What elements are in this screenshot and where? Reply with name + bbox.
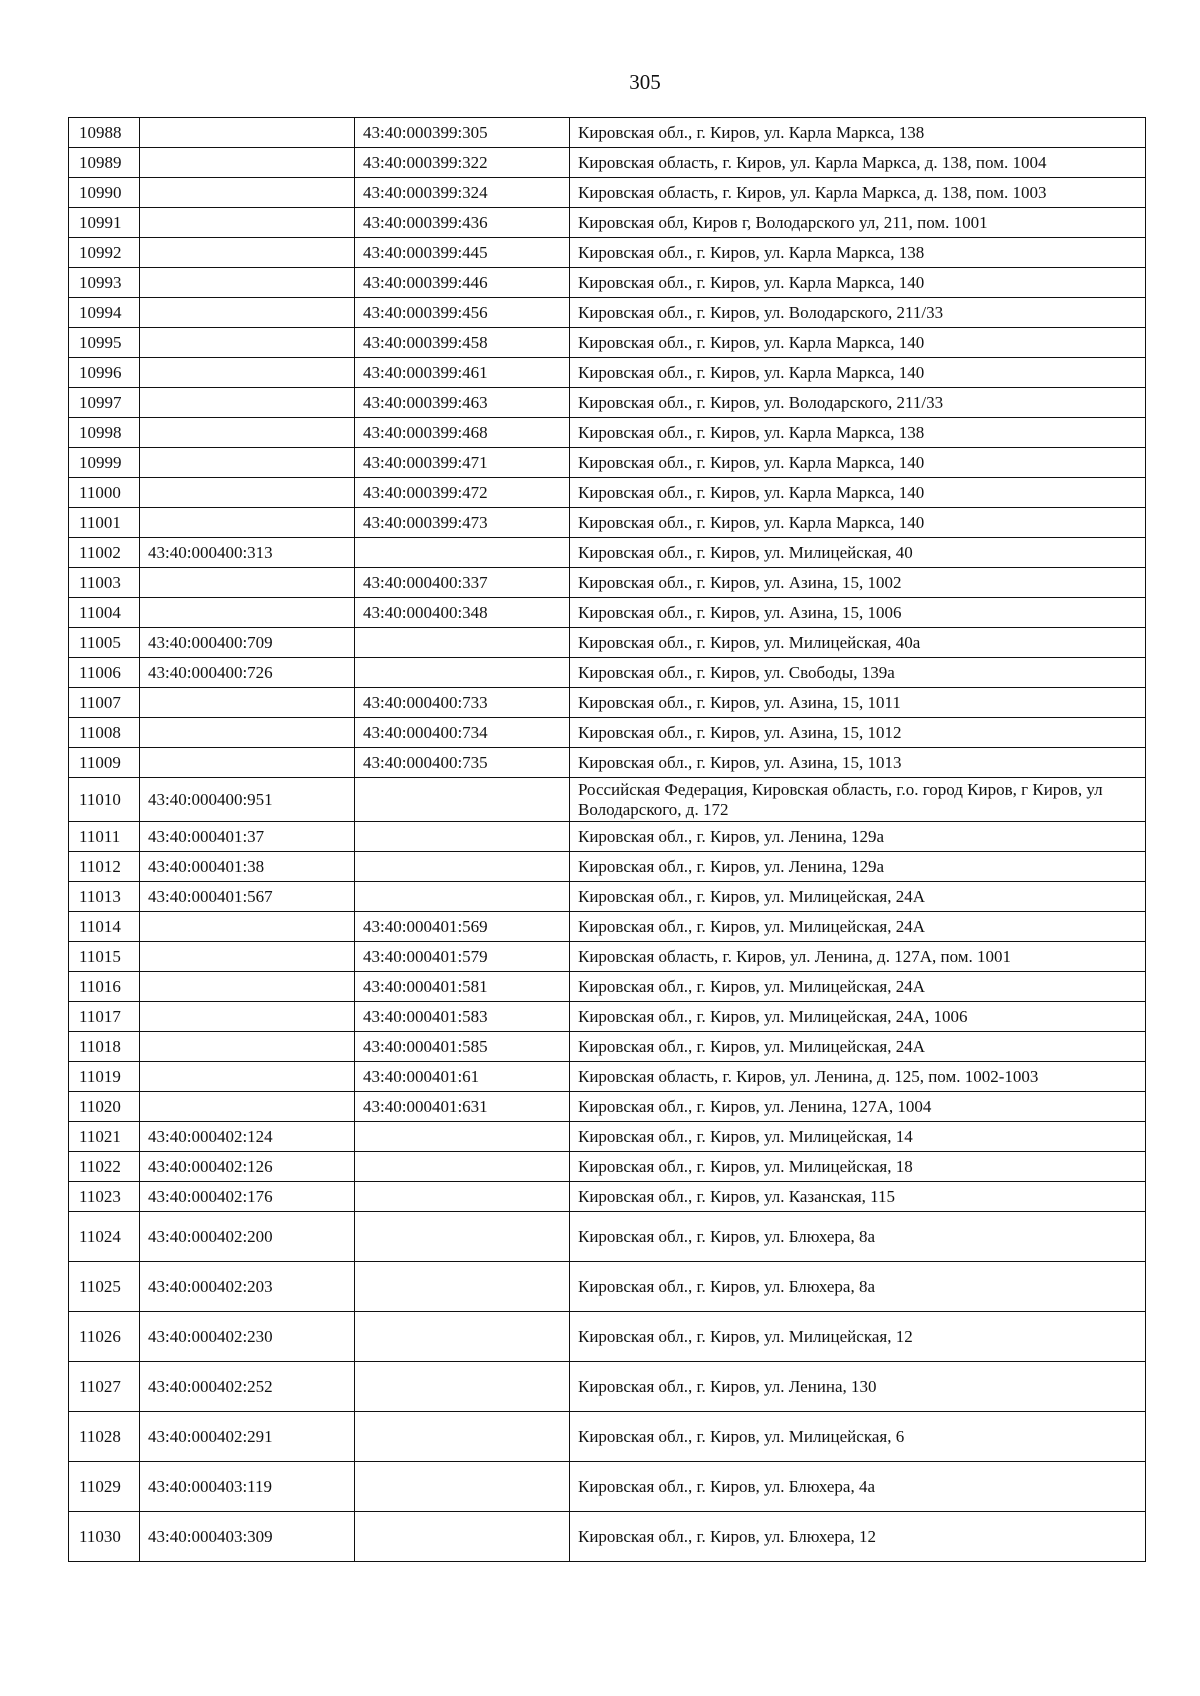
cadastral-number-cell bbox=[140, 358, 355, 388]
cadastral-number-cell bbox=[355, 1462, 570, 1512]
row-number-cell: 11014 bbox=[69, 912, 140, 942]
cadastral-number-cell: 43:40:000399:471 bbox=[355, 448, 570, 478]
row-number-cell: 10994 bbox=[69, 298, 140, 328]
cadastral-number-cell: 43:40:000401:37 bbox=[140, 822, 355, 852]
cadastral-number-cell: 43:40:000400:734 bbox=[355, 718, 570, 748]
table-row bbox=[69, 538, 1146, 568]
table-row bbox=[69, 972, 1146, 1002]
cadastral-number-cell: 43:40:000401:38 bbox=[140, 852, 355, 882]
cadastral-number-cell bbox=[355, 1312, 570, 1362]
row-number-cell: 11016 bbox=[69, 972, 140, 1002]
cadastral-number-cell: 43:40:000401:585 bbox=[355, 1032, 570, 1062]
cadastral-number-cell: 43:40:000399:324 bbox=[355, 178, 570, 208]
cadastral-number-cell: 43:40:000399:473 bbox=[355, 508, 570, 538]
cadastral-number-cell: 43:40:000400:313 bbox=[140, 538, 355, 568]
cadastral-number-cell: 43:40:000399:472 bbox=[355, 478, 570, 508]
address-cell: Кировская обл., г. Киров, ул. Азина, 15, 1013 bbox=[570, 748, 1146, 778]
cadastral-number-cell bbox=[140, 912, 355, 942]
cadastral-number-cell bbox=[355, 1412, 570, 1462]
address-cell: Кировская обл., г. Киров, ул. Карла Маркса, 140 bbox=[570, 358, 1146, 388]
row-number-cell: 11026 bbox=[69, 1312, 140, 1362]
cadastral-number-cell: 43:40:000399:436 bbox=[355, 208, 570, 238]
cadastral-number-cell: 43:40:000399:445 bbox=[355, 238, 570, 268]
row-number-cell: 10989 bbox=[69, 148, 140, 178]
cadastral-number-cell bbox=[355, 822, 570, 852]
address-cell: Кировская обл., г. Киров, ул. Милицейская, 24А bbox=[570, 1032, 1146, 1062]
address-cell: Кировская обл., г. Киров, ул. Карла Маркса, 140 bbox=[570, 448, 1146, 478]
cadastral-number-cell: 43:40:000402:230 bbox=[140, 1312, 355, 1362]
cadastral-number-cell: 43:40:000402:291 bbox=[140, 1412, 355, 1462]
cadastral-number-cell: 43:40:000399:461 bbox=[355, 358, 570, 388]
row-number-cell: 11023 bbox=[69, 1182, 140, 1212]
cadastral-number-cell bbox=[355, 1262, 570, 1312]
row-number-cell: 11004 bbox=[69, 598, 140, 628]
table-row bbox=[69, 1152, 1146, 1182]
address-cell: Кировская обл., г. Киров, ул. Милицейская, 24А bbox=[570, 972, 1146, 1002]
cadastral-number-cell bbox=[140, 748, 355, 778]
cadastral-number-cell bbox=[140, 238, 355, 268]
cadastral-number-cell bbox=[355, 1212, 570, 1262]
cadastral-number-cell bbox=[140, 1092, 355, 1122]
address-cell: Кировская обл., г. Киров, ул. Милицейская, 12 bbox=[570, 1312, 1146, 1362]
row-number-cell: 11018 bbox=[69, 1032, 140, 1062]
table-row bbox=[69, 822, 1146, 852]
cadastral-number-cell: 43:40:000401:631 bbox=[355, 1092, 570, 1122]
cadastral-number-cell bbox=[140, 268, 355, 298]
row-number-cell: 11008 bbox=[69, 718, 140, 748]
row-number-cell: 11012 bbox=[69, 852, 140, 882]
row-number-cell: 10992 bbox=[69, 238, 140, 268]
table-row bbox=[69, 1312, 1146, 1362]
row-number-cell: 11001 bbox=[69, 508, 140, 538]
row-number-cell: 10990 bbox=[69, 178, 140, 208]
table-row bbox=[69, 178, 1146, 208]
table-row bbox=[69, 1412, 1146, 1462]
table-body bbox=[69, 118, 1146, 1562]
table-row bbox=[69, 418, 1146, 448]
address-cell: Кировская обл., г. Киров, ул. Карла Маркса, 140 bbox=[570, 268, 1146, 298]
table-row bbox=[69, 358, 1146, 388]
cadastral-number-cell: 43:40:000402:176 bbox=[140, 1182, 355, 1212]
row-number-cell: 10998 bbox=[69, 418, 140, 448]
cadastral-number-cell: 43:40:000401:567 bbox=[140, 882, 355, 912]
address-cell: Кировская обл., г. Киров, ул. Милицейская, 24А bbox=[570, 882, 1146, 912]
table-row bbox=[69, 628, 1146, 658]
cadastral-number-cell: 43:40:000400:337 bbox=[355, 568, 570, 598]
table-row bbox=[69, 568, 1146, 598]
table-row bbox=[69, 748, 1146, 778]
row-number-cell: 11007 bbox=[69, 688, 140, 718]
cadastral-number-cell bbox=[355, 882, 570, 912]
row-number-cell: 11011 bbox=[69, 822, 140, 852]
table-row bbox=[69, 1092, 1146, 1122]
address-cell: Кировская обл., г. Киров, ул. Милицейская, 18 bbox=[570, 1152, 1146, 1182]
cadastral-number-cell bbox=[355, 658, 570, 688]
table-row bbox=[69, 1362, 1146, 1412]
cadastral-number-cell: 43:40:000400:348 bbox=[355, 598, 570, 628]
address-cell: Кировская обл., г. Киров, ул. Ленина, 129а bbox=[570, 852, 1146, 882]
row-number-cell: 11003 bbox=[69, 568, 140, 598]
cadastral-number-cell: 43:40:000401:583 bbox=[355, 1002, 570, 1032]
address-cell: Кировская обл., г. Киров, ул. Азина, 15, 1002 bbox=[570, 568, 1146, 598]
row-number-cell: 10996 bbox=[69, 358, 140, 388]
cadastral-number-cell bbox=[140, 688, 355, 718]
address-cell: Кировская обл, Киров г, Володарского ул, 211, пом. 1001 bbox=[570, 208, 1146, 238]
cadastral-number-cell bbox=[140, 508, 355, 538]
row-number-cell: 10997 bbox=[69, 388, 140, 418]
table-row bbox=[69, 942, 1146, 972]
address-cell: Кировская обл., г. Киров, ул. Азина, 15, 1012 bbox=[570, 718, 1146, 748]
row-number-cell: 11005 bbox=[69, 628, 140, 658]
table-row bbox=[69, 328, 1146, 358]
address-cell: Кировская обл., г. Киров, ул. Милицейская, 24А bbox=[570, 912, 1146, 942]
table-row bbox=[69, 148, 1146, 178]
row-number-cell: 10999 bbox=[69, 448, 140, 478]
row-number-cell: 11006 bbox=[69, 658, 140, 688]
cadastral-number-cell bbox=[140, 478, 355, 508]
cadastral-number-cell bbox=[140, 148, 355, 178]
cadastral-number-cell bbox=[355, 778, 570, 822]
address-cell: Кировская обл., г. Киров, ул. Карла Маркса, 140 bbox=[570, 478, 1146, 508]
table-row bbox=[69, 912, 1146, 942]
cadastral-number-cell bbox=[355, 1152, 570, 1182]
cadastral-number-cell bbox=[140, 388, 355, 418]
cadastral-number-cell bbox=[140, 1062, 355, 1092]
row-number-cell: 11009 bbox=[69, 748, 140, 778]
table-row bbox=[69, 1122, 1146, 1152]
cadastral-number-cell: 43:40:000399:456 bbox=[355, 298, 570, 328]
address-cell: Кировская обл., г. Киров, ул. Карла Маркса, 138 bbox=[570, 118, 1146, 148]
address-cell: Кировская обл., г. Киров, ул. Блюхера, 4а bbox=[570, 1462, 1146, 1512]
table-row bbox=[69, 1002, 1146, 1032]
address-cell: Кировская обл., г. Киров, ул. Блюхера, 8а bbox=[570, 1262, 1146, 1312]
table-row bbox=[69, 1512, 1146, 1562]
address-cell: Кировская обл., г. Киров, ул. Карла Маркса, 140 bbox=[570, 508, 1146, 538]
table-row bbox=[69, 208, 1146, 238]
address-cell: Кировская обл., г. Киров, ул. Карла Маркса, 138 bbox=[570, 418, 1146, 448]
cadastral-number-cell bbox=[140, 118, 355, 148]
address-cell: Кировская обл., г. Киров, ул. Ленина, 130 bbox=[570, 1362, 1146, 1412]
table-row bbox=[69, 778, 1146, 822]
cadastral-number-cell bbox=[355, 1362, 570, 1412]
cadastral-number-cell: 43:40:000400:735 bbox=[355, 748, 570, 778]
cadastral-number-cell bbox=[355, 538, 570, 568]
address-cell: Кировская область, г. Киров, ул. Ленина, д. 125, пом. 1002-1003 bbox=[570, 1062, 1146, 1092]
address-cell: Кировская обл., г. Киров, ул. Милицейская, 14 bbox=[570, 1122, 1146, 1152]
cadastral-number-cell bbox=[140, 568, 355, 598]
cadastral-number-cell: 43:40:000399:322 bbox=[355, 148, 570, 178]
cadastral-number-cell: 43:40:000401:581 bbox=[355, 972, 570, 1002]
cadastral-number-cell: 43:40:000402:124 bbox=[140, 1122, 355, 1152]
address-cell: Кировская обл., г. Киров, ул. Блюхера, 12 bbox=[570, 1512, 1146, 1562]
address-cell: Кировская обл., г. Киров, ул. Карла Маркса, 140 bbox=[570, 328, 1146, 358]
address-cell: Кировская обл., г. Киров, ул. Ленина, 127А, 1004 bbox=[570, 1092, 1146, 1122]
cadastral-number-cell: 43:40:000402:203 bbox=[140, 1262, 355, 1312]
row-number-cell: 11024 bbox=[69, 1212, 140, 1262]
cadastral-number-cell: 43:40:000400:733 bbox=[355, 688, 570, 718]
cadastral-number-cell bbox=[140, 718, 355, 748]
cadastral-number-cell bbox=[355, 1512, 570, 1562]
row-number-cell: 11029 bbox=[69, 1462, 140, 1512]
cadastral-number-cell: 43:40:000402:126 bbox=[140, 1152, 355, 1182]
address-cell: Кировская обл., г. Киров, ул. Казанская, 115 bbox=[570, 1182, 1146, 1212]
table-row bbox=[69, 852, 1146, 882]
cadastral-number-cell bbox=[355, 852, 570, 882]
cadastral-number-cell: 43:40:000401:569 bbox=[355, 912, 570, 942]
page-number: 305 bbox=[629, 70, 661, 94]
cadastral-number-cell: 43:40:000403:119 bbox=[140, 1462, 355, 1512]
address-cell: Кировская обл., г. Киров, ул. Володарского, 211/33 bbox=[570, 388, 1146, 418]
table-row bbox=[69, 1182, 1146, 1212]
address-cell: Кировская обл., г. Киров, ул. Милицейская, 40а bbox=[570, 628, 1146, 658]
cadastral-number-cell bbox=[140, 1002, 355, 1032]
address-cell: Кировская обл., г. Киров, ул. Ленина, 129а bbox=[570, 822, 1146, 852]
cadastral-number-cell: 43:40:000399:463 bbox=[355, 388, 570, 418]
cadastral-number-cell bbox=[140, 208, 355, 238]
cadastral-number-cell bbox=[140, 328, 355, 358]
address-cell: Кировская обл., г. Киров, ул. Володарского, 211/33 bbox=[570, 298, 1146, 328]
row-number-cell: 11021 bbox=[69, 1122, 140, 1152]
cadastral-number-cell: 43:40:000400:709 bbox=[140, 628, 355, 658]
address-cell: Кировская область, г. Киров, ул. Карла Маркса, д. 138, пом. 1004 bbox=[570, 148, 1146, 178]
row-number-cell: 11017 bbox=[69, 1002, 140, 1032]
row-number-cell: 11015 bbox=[69, 942, 140, 972]
row-number-cell: 11022 bbox=[69, 1152, 140, 1182]
cadastral-number-cell bbox=[140, 448, 355, 478]
table-row bbox=[69, 718, 1146, 748]
table-row bbox=[69, 388, 1146, 418]
cadastral-number-cell: 43:40:000403:309 bbox=[140, 1512, 355, 1562]
address-cell: Российская Федерация, Кировская область, г.о. город Киров, г Киров, ул Володарского, д. 172 bbox=[570, 778, 1146, 822]
table-row bbox=[69, 508, 1146, 538]
table-row bbox=[69, 268, 1146, 298]
table-row bbox=[69, 882, 1146, 912]
table-row bbox=[69, 478, 1146, 508]
address-cell: Кировская обл., г. Киров, ул. Азина, 15, 1011 bbox=[570, 688, 1146, 718]
table-row bbox=[69, 1462, 1146, 1512]
row-number-cell: 11000 bbox=[69, 478, 140, 508]
cadastral-number-cell: 43:40:000401:579 bbox=[355, 942, 570, 972]
cadastral-number-cell: 43:40:000400:951 bbox=[140, 778, 355, 822]
table-row bbox=[69, 1212, 1146, 1262]
row-number-cell: 11013 bbox=[69, 882, 140, 912]
property-table bbox=[68, 117, 1146, 1562]
address-cell: Кировская область, г. Киров, ул. Ленина, д. 127А, пом. 1001 bbox=[570, 942, 1146, 972]
table-row bbox=[69, 658, 1146, 688]
cadastral-number-cell: 43:40:000402:252 bbox=[140, 1362, 355, 1412]
cadastral-number-cell: 43:40:000399:468 bbox=[355, 418, 570, 448]
cadastral-number-cell bbox=[355, 1122, 570, 1152]
table-row bbox=[69, 298, 1146, 328]
row-number-cell: 11010 bbox=[69, 778, 140, 822]
cadastral-number-cell: 43:40:000399:305 bbox=[355, 118, 570, 148]
table-row bbox=[69, 1032, 1146, 1062]
cadastral-number-cell bbox=[140, 942, 355, 972]
cadastral-number-cell: 43:40:000401:61 bbox=[355, 1062, 570, 1092]
row-number-cell: 10988 bbox=[69, 118, 140, 148]
row-number-cell: 10993 bbox=[69, 268, 140, 298]
address-cell: Кировская обл., г. Киров, ул. Милицейская, 40 bbox=[570, 538, 1146, 568]
address-cell: Кировская обл., г. Киров, ул. Свободы, 139а bbox=[570, 658, 1146, 688]
address-cell: Кировская обл., г. Киров, ул. Блюхера, 8а bbox=[570, 1212, 1146, 1262]
table-row bbox=[69, 1062, 1146, 1092]
row-number-cell: 11025 bbox=[69, 1262, 140, 1312]
table-row bbox=[69, 238, 1146, 268]
table-row bbox=[69, 598, 1146, 628]
table-row bbox=[69, 688, 1146, 718]
cadastral-number-cell: 43:40:000400:726 bbox=[140, 658, 355, 688]
table-row bbox=[69, 118, 1146, 148]
address-cell: Кировская обл., г. Киров, ул. Милицейская, 24А, 1006 bbox=[570, 1002, 1146, 1032]
cadastral-number-cell bbox=[140, 418, 355, 448]
cadastral-number-cell bbox=[140, 298, 355, 328]
cadastral-number-cell: 43:40:000399:458 bbox=[355, 328, 570, 358]
cadastral-number-cell: 43:40:000402:200 bbox=[140, 1212, 355, 1262]
row-number-cell: 11002 bbox=[69, 538, 140, 568]
row-number-cell: 11020 bbox=[69, 1092, 140, 1122]
row-number-cell: 11028 bbox=[69, 1412, 140, 1462]
table-row bbox=[69, 448, 1146, 478]
row-number-cell: 10991 bbox=[69, 208, 140, 238]
cadastral-number-cell bbox=[140, 598, 355, 628]
cadastral-number-cell bbox=[355, 1182, 570, 1212]
cadastral-number-cell bbox=[140, 1032, 355, 1062]
cadastral-number-cell: 43:40:000399:446 bbox=[355, 268, 570, 298]
row-number-cell: 11019 bbox=[69, 1062, 140, 1092]
address-cell: Кировская обл., г. Киров, ул. Азина, 15, 1006 bbox=[570, 598, 1146, 628]
address-cell: Кировская область, г. Киров, ул. Карла Маркса, д. 138, пом. 1003 bbox=[570, 178, 1146, 208]
row-number-cell: 11030 bbox=[69, 1512, 140, 1562]
address-cell: Кировская обл., г. Киров, ул. Милицейская, 6 bbox=[570, 1412, 1146, 1462]
row-number-cell: 10995 bbox=[69, 328, 140, 358]
cadastral-number-cell bbox=[140, 178, 355, 208]
cadastral-number-cell bbox=[355, 628, 570, 658]
table-row bbox=[69, 1262, 1146, 1312]
row-number-cell: 11027 bbox=[69, 1362, 140, 1412]
address-cell: Кировская обл., г. Киров, ул. Карла Маркса, 138 bbox=[570, 238, 1146, 268]
cadastral-number-cell bbox=[140, 972, 355, 1002]
